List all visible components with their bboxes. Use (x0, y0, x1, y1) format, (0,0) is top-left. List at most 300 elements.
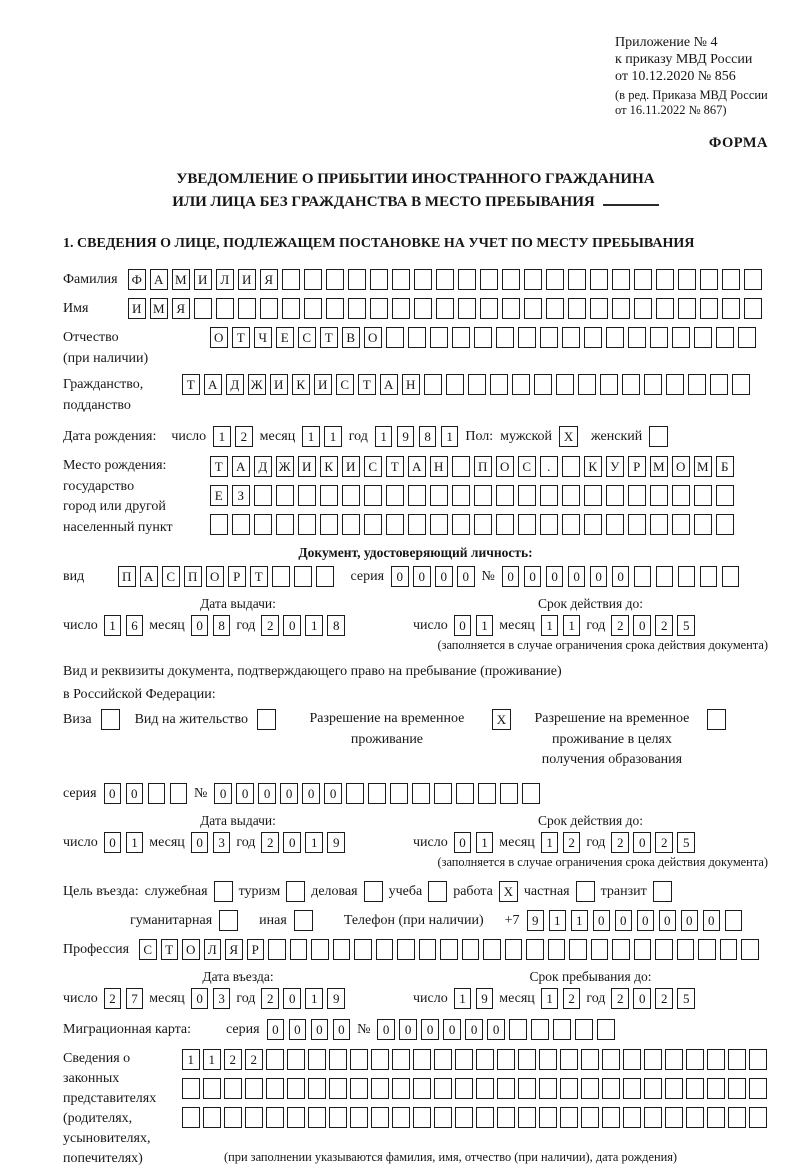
char-cell[interactable] (560, 1107, 578, 1128)
char-cell[interactable] (597, 1019, 615, 1040)
char-cell[interactable] (371, 1107, 389, 1128)
char-cell[interactable] (298, 514, 316, 535)
char-cell[interactable]: О (210, 327, 228, 348)
char-cell[interactable]: 0 (104, 783, 122, 804)
char-cell[interactable] (282, 269, 300, 290)
char-cell[interactable]: 1 (213, 426, 231, 447)
char-cell[interactable]: 0 (283, 988, 301, 1009)
char-cell[interactable] (744, 269, 762, 290)
char-cell[interactable] (707, 1107, 725, 1128)
char-cell[interactable] (272, 566, 290, 587)
char-cell[interactable] (672, 514, 690, 535)
char-cell[interactable]: 2 (104, 988, 122, 1009)
char-cell[interactable]: М (150, 298, 168, 319)
char-cell[interactable] (650, 485, 668, 506)
char-cell[interactable]: 8 (213, 615, 231, 636)
char-cell[interactable] (413, 1107, 431, 1128)
char-cell[interactable]: 0 (267, 1019, 285, 1040)
char-cell[interactable]: 1 (549, 910, 567, 931)
char-cell[interactable]: Ф (128, 269, 146, 290)
char-cell[interactable] (260, 298, 278, 319)
char-cell[interactable]: 1 (541, 832, 559, 853)
char-cell[interactable] (254, 485, 272, 506)
char-cell[interactable] (562, 485, 580, 506)
char-cell[interactable]: 9 (527, 910, 545, 931)
char-cell[interactable]: 1 (375, 426, 393, 447)
char-cell[interactable] (455, 1049, 473, 1070)
char-cell[interactable] (722, 566, 740, 587)
char-cell[interactable]: 0 (283, 832, 301, 853)
char-cell[interactable] (276, 485, 294, 506)
char-cell[interactable]: 1 (305, 988, 323, 1009)
char-cell[interactable] (266, 1049, 284, 1070)
char-cell[interactable]: 0 (421, 1019, 439, 1040)
char-cell[interactable] (728, 1107, 746, 1128)
char-cell[interactable] (581, 1078, 599, 1099)
char-cell[interactable] (452, 514, 470, 535)
char-cell[interactable] (287, 1107, 305, 1128)
char-cell[interactable] (304, 269, 322, 290)
residence-permit-checkbox[interactable] (257, 709, 276, 730)
char-cell[interactable] (346, 783, 364, 804)
char-cell[interactable] (644, 1078, 662, 1099)
char-cell[interactable] (628, 514, 646, 535)
char-cell[interactable]: И (298, 456, 316, 477)
char-cell[interactable] (686, 1107, 704, 1128)
char-cell[interactable] (710, 374, 728, 395)
char-cell[interactable] (725, 910, 743, 931)
char-cell[interactable] (728, 1078, 746, 1099)
char-cell[interactable]: О (206, 566, 224, 587)
char-cell[interactable]: 0 (399, 1019, 417, 1040)
char-cell[interactable] (509, 1019, 527, 1040)
char-cell[interactable] (308, 1107, 326, 1128)
purpose-rabota-checkbox[interactable]: X (499, 881, 518, 902)
char-cell[interactable]: О (364, 327, 382, 348)
char-cell[interactable] (368, 783, 386, 804)
purpose-turizm-checkbox[interactable] (286, 881, 305, 902)
char-cell[interactable] (434, 1049, 452, 1070)
char-cell[interactable] (371, 1049, 389, 1070)
visa-checkbox[interactable] (101, 709, 120, 730)
char-cell[interactable] (282, 298, 300, 319)
char-cell[interactable] (590, 269, 608, 290)
char-cell[interactable]: 0 (659, 910, 677, 931)
char-cell[interactable] (553, 1019, 571, 1040)
char-cell[interactable]: М (172, 269, 190, 290)
char-cell[interactable]: И (128, 298, 146, 319)
char-cell[interactable]: У (606, 456, 624, 477)
char-cell[interactable]: 0 (236, 783, 254, 804)
char-cell[interactable] (370, 298, 388, 319)
char-cell[interactable] (606, 327, 624, 348)
char-cell[interactable] (329, 1107, 347, 1128)
char-cell[interactable] (686, 1078, 704, 1099)
char-cell[interactable] (276, 514, 294, 535)
char-cell[interactable]: 2 (245, 1049, 263, 1070)
char-cell[interactable] (408, 327, 426, 348)
char-cell[interactable]: 5 (677, 615, 695, 636)
char-cell[interactable] (455, 1107, 473, 1128)
char-cell[interactable]: О (496, 456, 514, 477)
char-cell[interactable]: К (584, 456, 602, 477)
char-cell[interactable] (634, 939, 652, 960)
char-cell[interactable] (741, 939, 759, 960)
char-cell[interactable]: Т (161, 939, 179, 960)
char-cell[interactable]: Б (716, 456, 734, 477)
char-cell[interactable] (656, 269, 674, 290)
char-cell[interactable] (694, 514, 712, 535)
char-cell[interactable] (518, 327, 536, 348)
char-cell[interactable] (474, 327, 492, 348)
char-cell[interactable]: 3 (213, 832, 231, 853)
char-cell[interactable] (342, 514, 360, 535)
char-cell[interactable] (266, 1107, 284, 1128)
char-cell[interactable] (623, 1107, 641, 1128)
char-cell[interactable] (569, 939, 587, 960)
char-cell[interactable]: 0 (487, 1019, 505, 1040)
char-cell[interactable] (634, 269, 652, 290)
char-cell[interactable] (716, 327, 734, 348)
char-cell[interactable]: Л (204, 939, 222, 960)
char-cell[interactable]: П (474, 456, 492, 477)
char-cell[interactable] (540, 514, 558, 535)
char-cell[interactable] (408, 514, 426, 535)
char-cell[interactable]: 1 (571, 910, 589, 931)
char-cell[interactable] (496, 327, 514, 348)
char-cell[interactable] (732, 374, 750, 395)
char-cell[interactable]: 2 (224, 1049, 242, 1070)
char-cell[interactable] (458, 269, 476, 290)
char-cell[interactable] (392, 298, 410, 319)
char-cell[interactable]: И (314, 374, 332, 395)
char-cell[interactable]: 0 (590, 566, 608, 587)
char-cell[interactable] (311, 939, 329, 960)
char-cell[interactable] (496, 485, 514, 506)
char-cell[interactable] (216, 298, 234, 319)
char-cell[interactable]: 2 (563, 832, 581, 853)
char-cell[interactable]: С (336, 374, 354, 395)
char-cell[interactable] (518, 1049, 536, 1070)
char-cell[interactable] (526, 939, 544, 960)
char-cell[interactable] (581, 1107, 599, 1128)
char-cell[interactable] (370, 269, 388, 290)
char-cell[interactable]: 2 (563, 988, 581, 1009)
male-checkbox[interactable]: X (559, 426, 578, 447)
char-cell[interactable]: 0 (457, 566, 475, 587)
char-cell[interactable]: 0 (465, 1019, 483, 1040)
char-cell[interactable] (316, 566, 334, 587)
char-cell[interactable] (518, 485, 536, 506)
char-cell[interactable] (350, 1049, 368, 1070)
char-cell[interactable] (224, 1078, 242, 1099)
char-cell[interactable]: 0 (289, 1019, 307, 1040)
char-cell[interactable] (540, 485, 558, 506)
char-cell[interactable] (568, 269, 586, 290)
char-cell[interactable] (497, 1078, 515, 1099)
char-cell[interactable]: Р (228, 566, 246, 587)
char-cell[interactable]: С (162, 566, 180, 587)
purpose-sluzhebnaya-checkbox[interactable] (214, 881, 233, 902)
char-cell[interactable]: 0 (214, 783, 232, 804)
char-cell[interactable] (666, 374, 684, 395)
char-cell[interactable] (665, 1049, 683, 1070)
char-cell[interactable] (294, 566, 312, 587)
char-cell[interactable] (584, 327, 602, 348)
char-cell[interactable]: 0 (377, 1019, 395, 1040)
char-cell[interactable] (210, 514, 228, 535)
char-cell[interactable] (386, 514, 404, 535)
char-cell[interactable] (623, 1078, 641, 1099)
char-cell[interactable] (414, 269, 432, 290)
char-cell[interactable] (287, 1049, 305, 1070)
char-cell[interactable]: Н (402, 374, 420, 395)
char-cell[interactable] (540, 327, 558, 348)
char-cell[interactable] (688, 374, 706, 395)
char-cell[interactable]: Р (247, 939, 265, 960)
char-cell[interactable] (413, 1078, 431, 1099)
char-cell[interactable]: Я (260, 269, 278, 290)
purpose-tranzit-checkbox[interactable] (653, 881, 672, 902)
char-cell[interactable] (348, 298, 366, 319)
char-cell[interactable] (392, 1078, 410, 1099)
char-cell[interactable]: Д (254, 456, 272, 477)
char-cell[interactable] (182, 1078, 200, 1099)
char-cell[interactable] (434, 1107, 452, 1128)
char-cell[interactable]: 5 (677, 832, 695, 853)
char-cell[interactable]: 0 (615, 910, 633, 931)
char-cell[interactable] (430, 514, 448, 535)
char-cell[interactable] (497, 1049, 515, 1070)
char-cell[interactable]: 0 (324, 783, 342, 804)
char-cell[interactable]: 0 (391, 566, 409, 587)
char-cell[interactable] (722, 269, 740, 290)
char-cell[interactable]: 0 (258, 783, 276, 804)
char-cell[interactable]: 0 (633, 832, 651, 853)
char-cell[interactable]: 3 (213, 988, 231, 1009)
char-cell[interactable]: 0 (681, 910, 699, 931)
char-cell[interactable] (700, 298, 718, 319)
char-cell[interactable] (390, 783, 408, 804)
char-cell[interactable] (476, 1078, 494, 1099)
char-cell[interactable] (496, 514, 514, 535)
char-cell[interactable] (644, 1049, 662, 1070)
char-cell[interactable] (606, 514, 624, 535)
char-cell[interactable]: 9 (397, 426, 415, 447)
char-cell[interactable]: 0 (612, 566, 630, 587)
female-checkbox[interactable] (649, 426, 668, 447)
char-cell[interactable]: 1 (454, 988, 472, 1009)
char-cell[interactable]: 0 (593, 910, 611, 931)
char-cell[interactable]: О (672, 456, 690, 477)
char-cell[interactable]: Т (250, 566, 268, 587)
char-cell[interactable] (584, 485, 602, 506)
char-cell[interactable] (738, 327, 756, 348)
char-cell[interactable]: 9 (327, 832, 345, 853)
char-cell[interactable] (546, 269, 564, 290)
char-cell[interactable] (238, 298, 256, 319)
char-cell[interactable] (386, 485, 404, 506)
char-cell[interactable] (606, 485, 624, 506)
char-cell[interactable] (476, 1049, 494, 1070)
char-cell[interactable]: С (364, 456, 382, 477)
char-cell[interactable]: 1 (541, 988, 559, 1009)
char-cell[interactable]: А (150, 269, 168, 290)
char-cell[interactable]: 1 (305, 832, 323, 853)
char-cell[interactable] (414, 298, 432, 319)
char-cell[interactable] (534, 374, 552, 395)
char-cell[interactable] (590, 298, 608, 319)
char-cell[interactable] (446, 374, 464, 395)
char-cell[interactable]: 7 (126, 988, 144, 1009)
char-cell[interactable] (364, 485, 382, 506)
char-cell[interactable] (650, 327, 668, 348)
char-cell[interactable] (602, 1049, 620, 1070)
char-cell[interactable] (182, 1107, 200, 1128)
char-cell[interactable]: 0 (435, 566, 453, 587)
char-cell[interactable] (602, 1078, 620, 1099)
char-cell[interactable]: 0 (524, 566, 542, 587)
char-cell[interactable] (612, 298, 630, 319)
char-cell[interactable]: 0 (703, 910, 721, 931)
char-cell[interactable] (628, 327, 646, 348)
char-cell[interactable]: А (232, 456, 250, 477)
char-cell[interactable] (452, 456, 470, 477)
char-cell[interactable]: 0 (633, 988, 651, 1009)
char-cell[interactable] (436, 269, 454, 290)
char-cell[interactable] (744, 298, 762, 319)
char-cell[interactable] (581, 1049, 599, 1070)
char-cell[interactable]: А (380, 374, 398, 395)
char-cell[interactable] (462, 939, 480, 960)
char-cell[interactable] (539, 1107, 557, 1128)
char-cell[interactable] (665, 1078, 683, 1099)
char-cell[interactable] (749, 1049, 767, 1070)
char-cell[interactable]: Е (276, 327, 294, 348)
char-cell[interactable] (634, 566, 652, 587)
char-cell[interactable] (386, 327, 404, 348)
char-cell[interactable] (512, 374, 530, 395)
char-cell[interactable]: А (140, 566, 158, 587)
char-cell[interactable] (287, 1078, 305, 1099)
char-cell[interactable] (677, 939, 695, 960)
char-cell[interactable] (672, 327, 690, 348)
char-cell[interactable] (686, 1049, 704, 1070)
char-cell[interactable] (678, 566, 696, 587)
char-cell[interactable] (694, 485, 712, 506)
char-cell[interactable]: З (232, 485, 250, 506)
char-cell[interactable]: Т (386, 456, 404, 477)
char-cell[interactable] (455, 1078, 473, 1099)
char-cell[interactable] (413, 1049, 431, 1070)
char-cell[interactable] (578, 374, 596, 395)
char-cell[interactable]: В (342, 327, 360, 348)
char-cell[interactable] (539, 1049, 557, 1070)
char-cell[interactable] (678, 298, 696, 319)
char-cell[interactable] (700, 269, 718, 290)
char-cell[interactable] (524, 269, 542, 290)
char-cell[interactable]: Т (182, 374, 200, 395)
char-cell[interactable]: 2 (261, 832, 279, 853)
char-cell[interactable] (698, 939, 716, 960)
purpose-delovaya-checkbox[interactable] (364, 881, 383, 902)
char-cell[interactable] (326, 269, 344, 290)
char-cell[interactable]: 2 (655, 832, 673, 853)
char-cell[interactable] (308, 1078, 326, 1099)
char-cell[interactable] (522, 783, 540, 804)
char-cell[interactable] (700, 566, 718, 587)
char-cell[interactable] (518, 514, 536, 535)
char-cell[interactable]: Т (232, 327, 250, 348)
char-cell[interactable] (749, 1107, 767, 1128)
char-cell[interactable]: 0 (413, 566, 431, 587)
char-cell[interactable] (224, 1107, 242, 1128)
char-cell[interactable] (354, 939, 372, 960)
char-cell[interactable]: Ж (248, 374, 266, 395)
char-cell[interactable]: 0 (454, 832, 472, 853)
char-cell[interactable] (430, 485, 448, 506)
char-cell[interactable]: 0 (443, 1019, 461, 1040)
char-cell[interactable]: А (204, 374, 222, 395)
char-cell[interactable] (397, 939, 415, 960)
char-cell[interactable] (694, 327, 712, 348)
char-cell[interactable]: 0 (546, 566, 564, 587)
char-cell[interactable] (622, 374, 640, 395)
char-cell[interactable]: 0 (191, 988, 209, 1009)
char-cell[interactable] (502, 269, 520, 290)
char-cell[interactable]: . (540, 456, 558, 477)
char-cell[interactable] (348, 269, 366, 290)
char-cell[interactable] (591, 939, 609, 960)
char-cell[interactable] (424, 374, 442, 395)
char-cell[interactable] (478, 783, 496, 804)
char-cell[interactable]: С (139, 939, 157, 960)
char-cell[interactable] (656, 298, 674, 319)
char-cell[interactable]: Л (216, 269, 234, 290)
char-cell[interactable]: 1 (182, 1049, 200, 1070)
char-cell[interactable]: Н (430, 456, 448, 477)
char-cell[interactable]: И (270, 374, 288, 395)
char-cell[interactable] (298, 485, 316, 506)
char-cell[interactable]: Я (172, 298, 190, 319)
char-cell[interactable]: 0 (637, 910, 655, 931)
char-cell[interactable] (392, 269, 410, 290)
char-cell[interactable] (500, 783, 518, 804)
char-cell[interactable] (623, 1049, 641, 1070)
char-cell[interactable] (560, 1078, 578, 1099)
char-cell[interactable]: 1 (476, 615, 494, 636)
char-cell[interactable]: 2 (611, 832, 629, 853)
char-cell[interactable] (502, 298, 520, 319)
char-cell[interactable] (546, 298, 564, 319)
char-cell[interactable] (419, 939, 437, 960)
char-cell[interactable]: Р (628, 456, 646, 477)
char-cell[interactable]: К (320, 456, 338, 477)
char-cell[interactable] (232, 514, 250, 535)
char-cell[interactable] (350, 1107, 368, 1128)
purpose-ucheba-checkbox[interactable] (428, 881, 447, 902)
char-cell[interactable]: 0 (280, 783, 298, 804)
char-cell[interactable]: К (292, 374, 310, 395)
char-cell[interactable] (665, 1107, 683, 1128)
char-cell[interactable]: 1 (126, 832, 144, 853)
char-cell[interactable] (556, 374, 574, 395)
char-cell[interactable]: 2 (235, 426, 253, 447)
char-cell[interactable] (539, 1078, 557, 1099)
char-cell[interactable] (304, 298, 322, 319)
char-cell[interactable]: 0 (302, 783, 320, 804)
temp-residence-checkbox[interactable]: X (492, 709, 511, 730)
